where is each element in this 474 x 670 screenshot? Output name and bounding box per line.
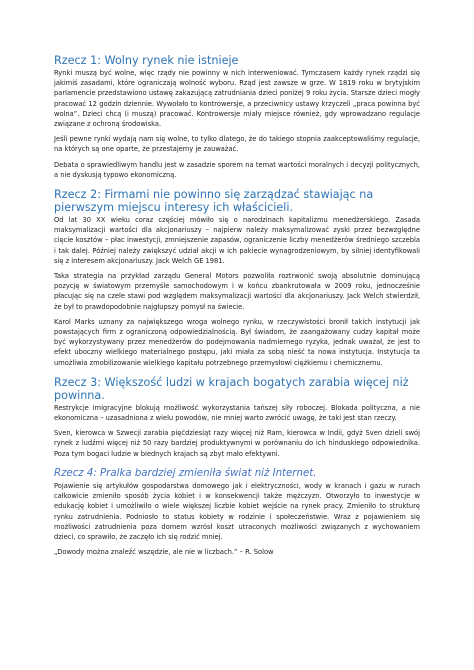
section-1-heading: Rzecz 1: Wolny rynek nie istnieje <box>54 54 239 67</box>
section-3-heading: Rzecz 3: Większość ludzi w krajach bogatych zarabia więcej niż powinna. <box>54 375 409 402</box>
section-1-paragraph-3: Debata o sprawiedliwym handlu jest w zasadzie sporem na temat wartości moralnych i decyzji politycznych, a nie dyskusją typowo ekonomiczną. <box>54 160 420 179</box>
section-2-paragraph-1: Od lat 30 XX wieku coraz częściej mówiło się o narodzinach kapitalizmu menedżerskiego. Zasada maksymalizacji wartości dla akcjonariuszy – najpierw należy maksymalizować zyski przez bezwzględne cięcie kosztów – płac inwestycji, zmniejszenie zapasów, ograniczenie liczby menedżerów średniego szczebla i tak dalej. Później należy zwiększyć udział akcji w ich pakiecie wynagrodzeniowym, by silniej identyfikowali się z interesem akcjonariuszy. Jack Welch GE 1981. <box>54 216 420 265</box>
section-4-quote: „Dowody można znaleźć wszędzie, ale nie w liczbach.” – R. Solow <box>54 548 274 557</box>
section-4-heading: Rzecz 4: Pralka bardziej zmieniła świat niż Internet. <box>54 467 317 479</box>
section-1-paragraph-2: Jeśli pewne rynki wydają nam się wolne, to tylko dlatego, że do takiego stopnia zaakceptowaliśmy regulacje, na których są one oparte, że przestajemy je zauważać. <box>54 135 420 154</box>
section-3-paragraph-2: Sven, kierowca w Szwecji zarabia pięćdziesiąt razy więcej niż Ram, kierowca w Indii, gdyż Sven dzieli swój rynek z ludźmi więcej niż 50 razy bardziej produktywnymi w porównaniu do ich hinduskiego odpowiednika. Poza tym bogaci ludzie w biednych krajach są zbyt mało efektywni. <box>54 429 420 458</box>
section-3-paragraph-1: Restrykcje imigracyjne blokują możliwość wykorzystania tańszej siły roboczej. Blokada polityczna, a nie ekonomiczna – uzasadniona z wielu powodów, nie mniej warto zwrócić uwagę, że taki jest stan rzeczy. <box>54 403 420 423</box>
section-2-paragraph-3: Karol Marks uznany za największego wroga wolnego rynku, w rzeczywistości bronił takich instytucji jak powstających firm z ograniczoną odpowiedzialnością. Był świadom, że zaangażowany cudzy kapitał może być wykorzystywany przez menedżerów do podejmowania nadmiernego ryzyka, jednak uważał, że jest to efekt uboczny wielkiego materialnego postępu, jaki miała za sobą nieść ta nowa instytucja. Instytucja ta umożliwia zmobilizowanie wielkiego kapitału potrzebnego przemysłowi ciężkiemu i chemicznemu. <box>54 317 420 367</box>
section-1-paragraph-1: Rynki muszą być wolne, więc rządy nie powinny w nich interweniować. Tymczasem każdy rynek rządzi się jakimiś zasadami, które ograniczają wolność wyboru. Rząd jest zawsze w grze. W 1819 roku w brytyjskim parlamencie przedstawiono ustawę zakazującą zatrudniania dzieci poniżej 9 roku życia. Starsze dzieci mogły pracować 12 godzin dziennie. Wywołało to kontrowersje, a przeciwnicy ustawy krzyczeli „praca powinna być wolna”. Dzieci chcą (i muszą) pracować. Kontrowersje miały miejsce również, gdy wprowadzano regulacje związane z ochroną środowiska. <box>54 69 420 129</box>
section-4-paragraph-1: Pojawienie się artykułów gospodarstwa domowego jak i elektryczności, wody w kranach i gazu w rurach całkowicie zmieniło sposób życia kobiet i w konsekwencji także mężczyzn. Otworzyło to inwestycje w edukację kobiet i umożliwiło o wiele większej liczbie kobiet wejście na rynek pracy. Zmieniło to strukturę rynku zatrudnienia. Podniosło to status kobiety w rodzinie i społeczeństwie. Wraz z pojawieniem się możliwości zatrudnienia poza domem wzrósł koszt utraconych możliwości związanych z wychowaniem dzieci, co sprawiło, że zaczęło ich się rodzić mniej. <box>54 481 420 541</box>
section-2-paragraph-2: Taka strategia na przykład zarządu General Motors pozwoliła roztrwonić swoją absolutnie dominującą pozycję w światowym przemyśle samochodowym i w końcu zbankrutowała w 2009 roku, jednocześnie płacując się na czele stawi pod względem maksymalizacji wartości dla akcjonariuszy. Jack Welch stwierdził, że był to prawdopodobnie najgłupszy pomysł na świecie. <box>54 272 420 311</box>
section-2-heading: Rzecz 2: Firmami nie powinno się zarządzać stawiając na pierwszym miejscu interesy ich właścicieli. <box>54 188 374 215</box>
